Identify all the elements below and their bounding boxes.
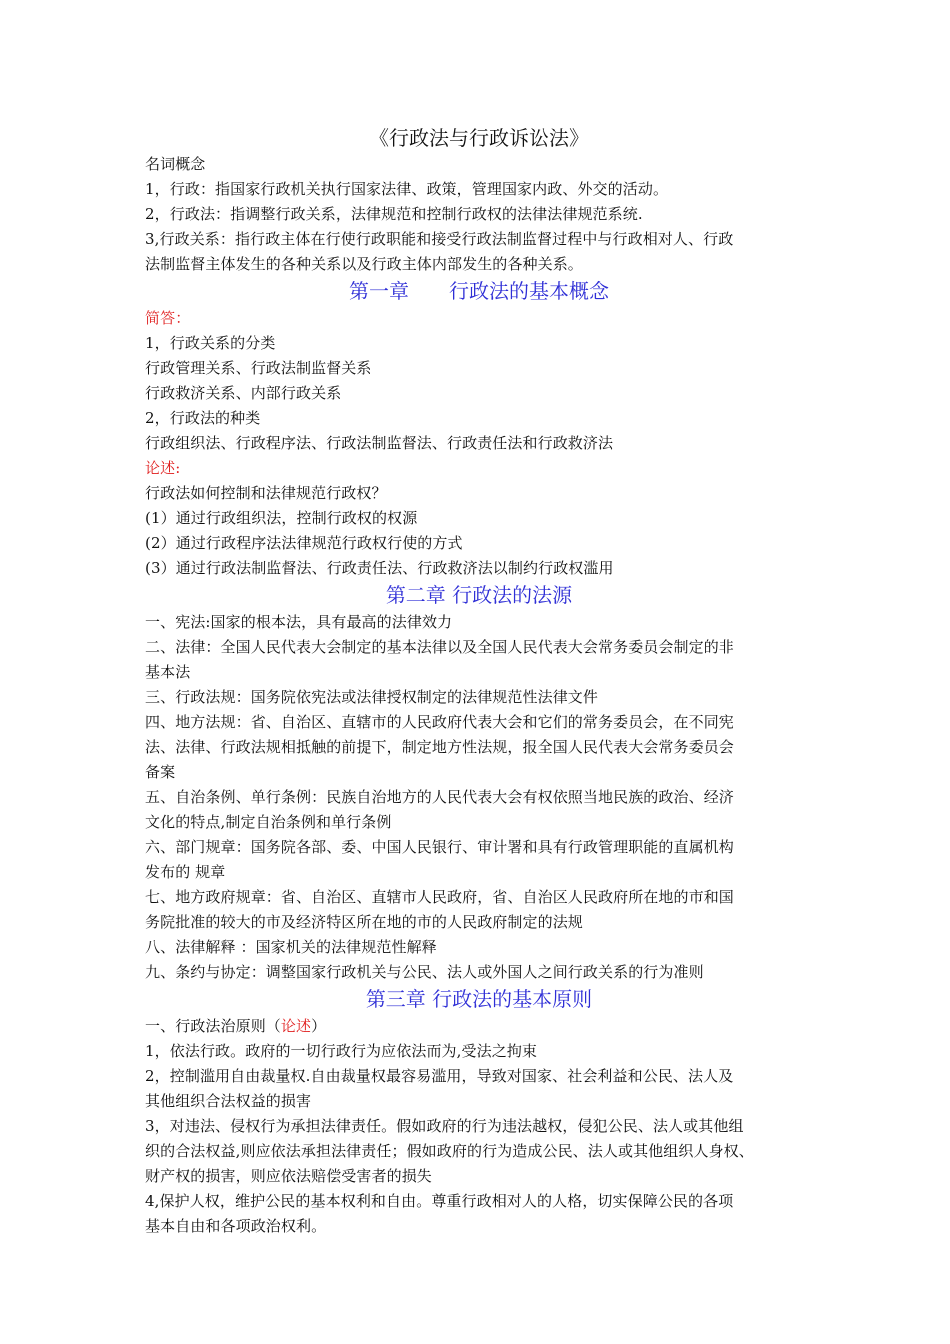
- term-line: 3,行政关系：指行政主体在行使行政职能和接受行政法制监督过程中与行政相对人、行政: [145, 230, 734, 248]
- body-line: 三、行政法规：国务院依宪法或法律授权制定的法律规范性法律文件: [145, 688, 599, 706]
- body-line: 九、条约与协定：调整国家行政机关与公民、法人或外国人之间行政关系的行为准则: [145, 963, 704, 981]
- chapter-1-heading: 第一章 行政法的基本概念: [349, 279, 609, 303]
- body-line: 其他组织合法权益的损害: [145, 1092, 312, 1110]
- body-line: 行政救济关系、内部行政关系: [145, 384, 342, 402]
- body-line: 4,保护人权，维护公民的基本权利和自由。尊重行政相对人的人格，切实保障公民的各项: [145, 1192, 734, 1210]
- body-line: 财产权的损害，则应依法赔偿受害者的损失: [145, 1167, 432, 1185]
- short-answer-label: 简答：: [145, 309, 191, 327]
- essay-label: 论述:: [145, 459, 181, 477]
- body-line: 3，对违法、侵权行为承担法律责任。假如政府的行为违法越权，侵犯公民、法人或其他组: [145, 1117, 744, 1135]
- body-line: 2，控制滥用自由裁量权.自由裁量权最容易滥用，导致对国家、社会利益和公民、法人及: [145, 1067, 734, 1085]
- body-line: 二、法律：全国人民代表大会制定的基本法律以及全国人民代表大会常务委员会制定的非: [145, 638, 734, 656]
- essay-tag: 论述: [280, 1017, 312, 1035]
- chapter-3-heading: 第三章 行政法的基本原则: [365, 987, 593, 1011]
- body-line: 基本自由和各项政治权利。: [145, 1217, 327, 1235]
- body-line: 一、宪法:国家的根本法，具有最高的法律效力: [145, 613, 453, 631]
- principle-heading: [145, 1014, 813, 1039]
- body-line: 务院批准的较大的市及经济特区所在地的市的人民政府制定的法规: [145, 913, 583, 931]
- body-line: (2）通过行政程序法法律规范行政权行使的方式: [145, 534, 463, 552]
- section-label-terms: 名词概念: [145, 155, 206, 173]
- body-line: 1，行政关系的分类: [145, 334, 276, 352]
- body-line: 法、法律、行政法规相抵触的前提下，制定地方性法规，报全国人民代表大会常务委员会: [145, 738, 734, 756]
- body-line: 七、地方政府规章：省、自治区、直辖市人民政府，省、自治区人民政府所在地的市和国: [145, 888, 734, 906]
- body-line: 六、部门规章：国务院各部、委、中国人民银行、审计署和具有行政管理职能的直属机构: [145, 838, 734, 856]
- principle-suffix: ）: [311, 1017, 327, 1035]
- document-title: 《行政法与行政诉讼法》: [369, 126, 589, 150]
- term-line: 法制监督主体发生的各种关系以及行政主体内部发生的各种关系。: [145, 255, 583, 273]
- term-line: 1，行政：指国家行政机关执行国家法律、政策，管理国家内政、外交的活动。: [145, 180, 669, 198]
- body-line: 行政法如何控制和法律规范行政权？: [145, 484, 387, 502]
- body-line: 基本法: [145, 663, 191, 681]
- body-line: 织的合法权益,则应依法承担法律责任；假如政府的行为造成公民、法人或其他组织人身权、: [145, 1142, 754, 1160]
- body-line: (1）通过行政组织法，控制行政权的权源: [145, 509, 418, 527]
- term-line: 2，行政法：指调整行政关系，法律规范和控制行政权的法律法律规范系统.: [145, 205, 643, 223]
- body-line: 发布的 规章: [145, 863, 226, 881]
- document-body: [145, 124, 813, 1239]
- body-line: 五、自治条例、单行条例：民族自治地方的人民代表大会有权依照当地民族的政治、经济: [145, 788, 734, 806]
- body-line: 行政管理关系、行政法制监督关系: [145, 359, 372, 377]
- body-line: (3）通过行政法制监督法、行政责任法、行政救济法以制约行政权滥用: [145, 559, 614, 577]
- body-line: 文化的特点,制定自治条例和单行条例: [145, 813, 392, 831]
- body-line: 备案: [145, 763, 176, 781]
- body-line: 行政组织法、行政程序法、行政法制监督法、行政责任法和行政救济法: [145, 434, 614, 452]
- body-line: 八、法律解释 ：国家机关的法律规范性解释: [145, 938, 437, 956]
- principle-prefix: 一、行政法治原则（: [145, 1017, 281, 1035]
- body-line: 2，行政法的种类: [145, 409, 261, 427]
- chapter-2-heading: 第二章 行政法的法源: [385, 583, 573, 607]
- body-line: 四、地方法规：省、自治区、直辖市的人民政府代表大会和它们的常务委员会，在不同宪: [145, 713, 734, 731]
- body-line: 1，依法行政。政府的一切行政行为应依法而为,受法之拘束: [145, 1042, 538, 1060]
